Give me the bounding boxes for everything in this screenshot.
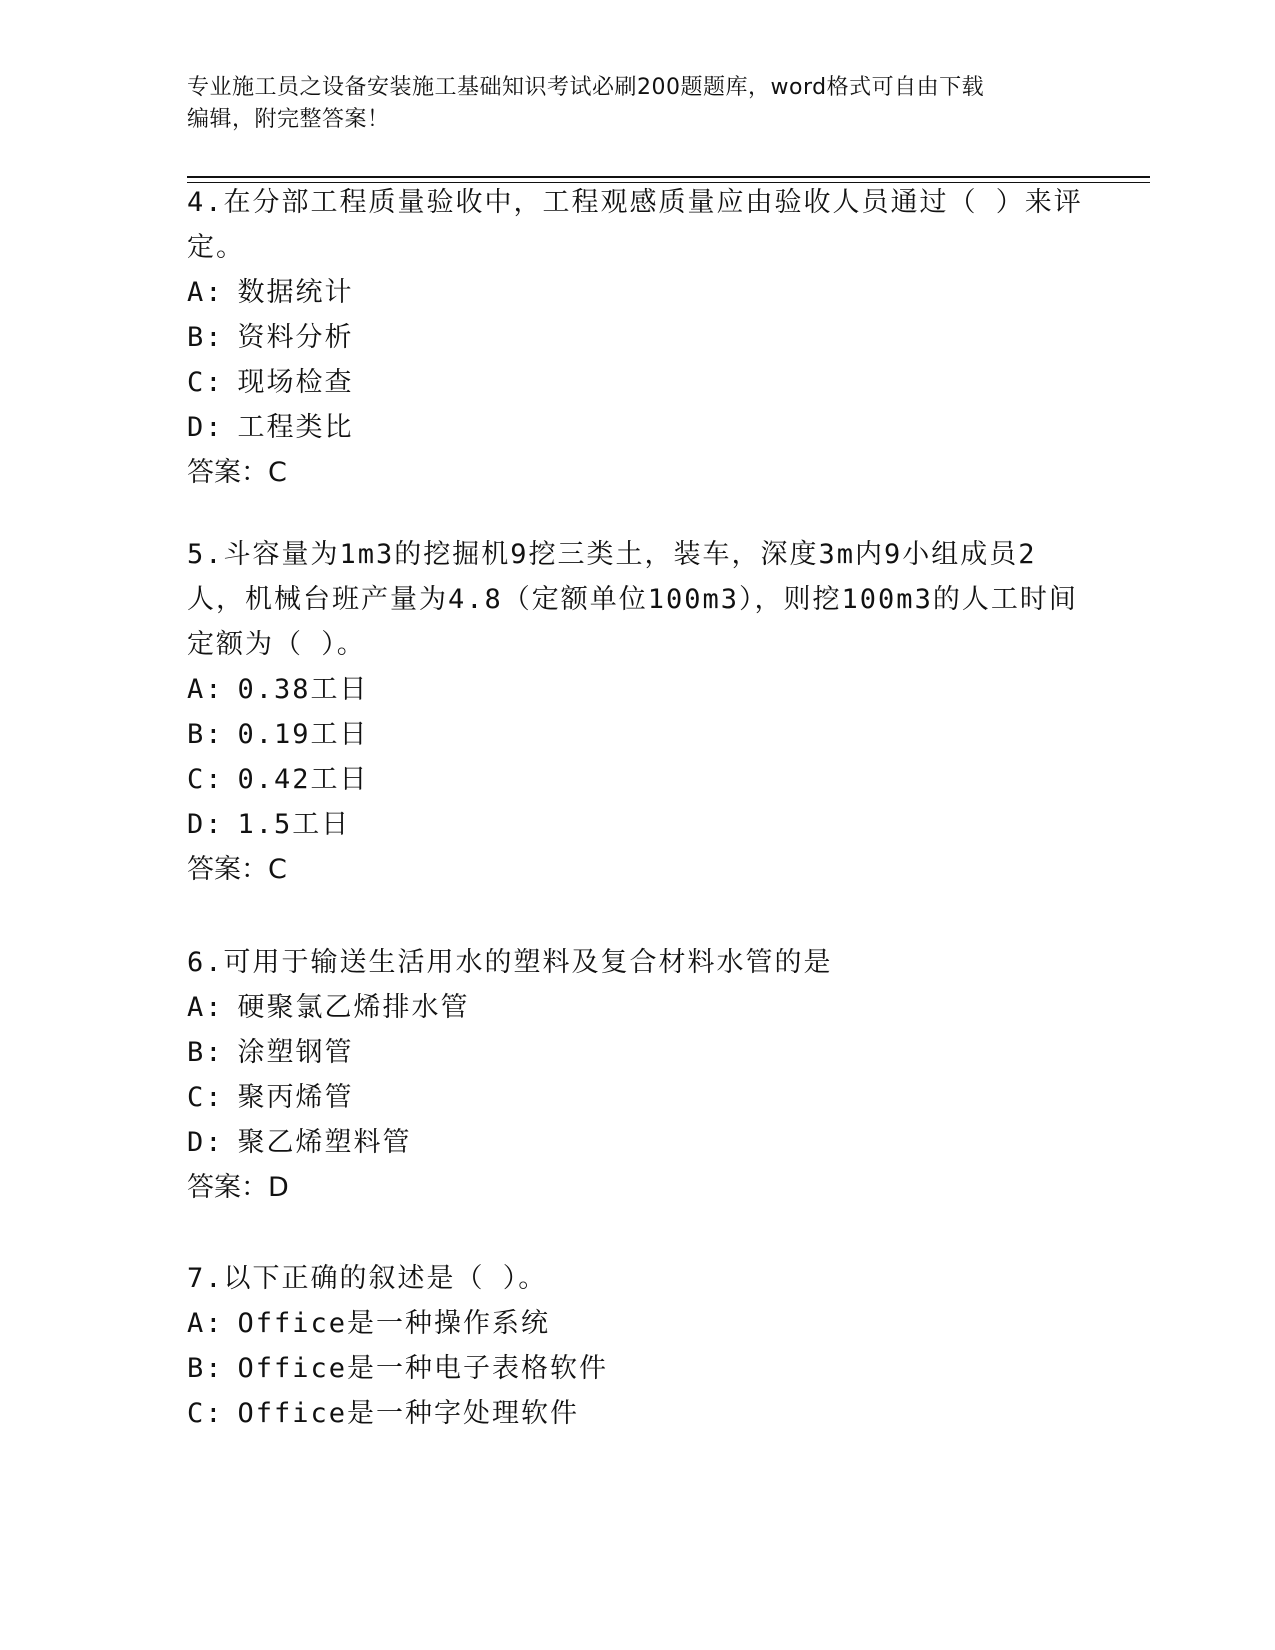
option-text: 硬聚氯乙烯排水管: [237, 992, 470, 1023]
option-label: D:: [187, 412, 224, 443]
option-a: [187, 1301, 1087, 1346]
option-label: B:: [187, 1353, 224, 1384]
option-c: [187, 1391, 1087, 1436]
option-label: B:: [187, 719, 224, 750]
option-label: A:: [187, 1308, 224, 1339]
option-a: [187, 667, 1087, 712]
option-b: [187, 1030, 1087, 1075]
question-stem: [187, 1256, 1087, 1301]
question-4: [187, 180, 1087, 495]
stem-line: 4.在分部工程质量验收中，工程观感质量应由验收人员通过（ ）来评: [187, 187, 1083, 218]
option-label: C:: [187, 764, 224, 795]
option-b: [187, 712, 1087, 757]
option-d: [187, 1120, 1087, 1165]
option-text: 0.38工日: [237, 674, 369, 705]
option-label: C:: [187, 367, 224, 398]
option-b: [187, 315, 1087, 360]
answer: 答案：C: [187, 854, 287, 885]
option-text: 现场检查: [237, 367, 354, 398]
option-label: D:: [187, 809, 224, 840]
stem-line: 7.以下正确的叙述是（ ）。: [187, 1263, 548, 1294]
question-6: [187, 940, 1087, 1210]
option-label: C:: [187, 1082, 224, 1113]
question-5: [187, 532, 1087, 892]
stem-line: 6.可用于输送生活用水的塑料及复合材料水管的是: [187, 947, 833, 978]
option-text: 工程类比: [237, 412, 354, 443]
option-label: B:: [187, 1037, 224, 1068]
header-line-1: 专业施工员之设备安装施工基础知识考试必刷200题题库，word格式可自由下载: [187, 75, 985, 100]
stem-line: 定额为（ ）。: [187, 629, 366, 660]
option-text: Office是一种字处理软件: [237, 1398, 580, 1429]
stem-line: 人，机械台班产量为4.8（定额单位100m3），则挖100m3的人工时间: [187, 584, 1078, 615]
header-line-2: 编辑，附完整答案！: [187, 107, 390, 132]
question-stem: [187, 940, 1087, 985]
option-text: Office是一种电子表格软件: [237, 1353, 609, 1384]
option-text: 聚丙烯管: [237, 1082, 354, 1113]
option-text: 0.19工日: [237, 719, 369, 750]
option-label: D:: [187, 1127, 224, 1158]
question-7: [187, 1256, 1087, 1436]
option-text: 1.5工日: [237, 809, 351, 840]
option-label: C:: [187, 1398, 224, 1429]
option-b: [187, 1346, 1087, 1391]
option-text: 资料分析: [237, 322, 354, 353]
question-stem: [187, 532, 1087, 667]
option-d: [187, 405, 1087, 450]
option-text: 0.42工日: [237, 764, 369, 795]
option-c: [187, 360, 1087, 405]
option-c: [187, 757, 1087, 802]
option-a: [187, 270, 1087, 315]
stem-line: 定。: [187, 232, 245, 263]
option-label: A:: [187, 992, 224, 1023]
option-label: B:: [187, 322, 224, 353]
answer: 答案：D: [187, 1172, 289, 1203]
option-a: [187, 985, 1087, 1030]
answer: 答案：C: [187, 457, 287, 488]
question-stem: [187, 180, 1087, 270]
option-c: [187, 1075, 1087, 1120]
header-divider-thick: [187, 176, 1150, 178]
option-text: Office是一种操作系统: [237, 1308, 551, 1339]
document-header: [187, 72, 1067, 136]
option-d: [187, 802, 1087, 847]
option-label: A:: [187, 277, 224, 308]
stem-line: 5.斗容量为1m3的挖掘机9挖三类土，装车，深度3m内9小组成员2: [187, 539, 1037, 570]
option-text: 聚乙烯塑料管: [237, 1127, 412, 1158]
option-text: 数据统计: [237, 277, 354, 308]
option-text: 涂塑钢管: [237, 1037, 354, 1068]
option-label: A:: [187, 674, 224, 705]
